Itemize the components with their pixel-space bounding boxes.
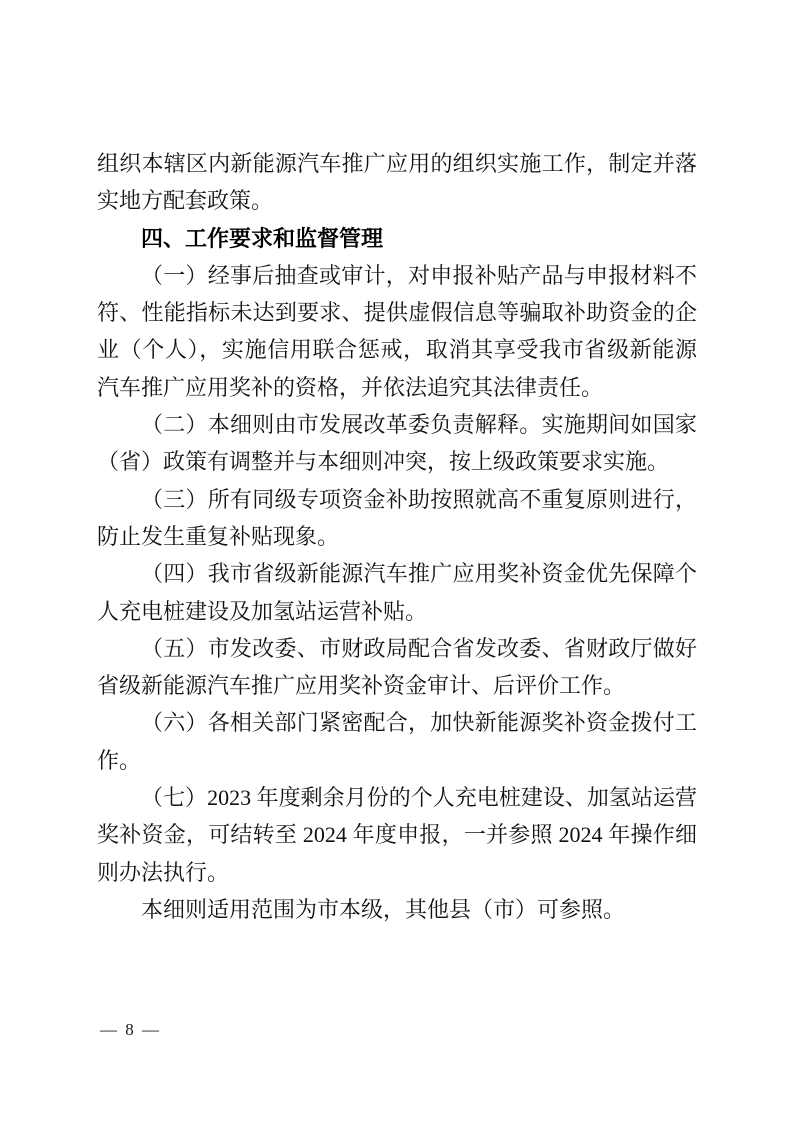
text-line: 组织本辖区内新能源汽车推广应用的组织实施工作，制定并落 (97, 151, 697, 176)
text-line: 作。 (97, 747, 142, 773)
text-line: 人充电桩建设及加氢站运营补贴。 (97, 598, 428, 624)
text-line: （六）各相关部门紧密配合，加快新能源奖补资金拨付工 (141, 710, 697, 736)
text-line: 实地方配套政策。 (97, 188, 274, 214)
section-heading: 四、工作要求和监督管理 (141, 225, 384, 251)
text-line: 业（个人），实施信用联合惩戒，取消其享受我市省级新能源 (97, 337, 697, 363)
text-line: （二）本细则由市发展改革委负责解释。实施期间如国家 (141, 412, 697, 438)
text-line: （四）我市省级新能源汽车推广应用奖补资金优先保障个 (141, 561, 697, 587)
text-line: 符、性能指标未达到要求、提供虚假信息等骗取补助资金的企 (97, 300, 697, 326)
text-line: 汽车推广应用奖补的资格，并依法追究其法律责任。 (97, 374, 604, 400)
document-body (97, 145, 697, 928)
text-line: 则办法执行。 (97, 859, 230, 885)
text-line: （三）所有同级专项资金补助按照就高不重复原则进行， (141, 486, 697, 512)
text-line: 本细则适用范围为市本级，其他县（市）可参照。 (141, 896, 626, 922)
text-line: （一）经事后抽查或审计，对申报补贴产品与申报材料不 (141, 262, 697, 288)
text-line: （七）2023 年度剩余月份的个人充电桩建设、加氢站运营 (141, 785, 697, 811)
text-line: 防止发生重复补贴现象。 (97, 523, 340, 549)
text-line: 奖补资金，可结转至 2024 年度申报，一并参照 2024 年操作细 (97, 822, 697, 848)
page-number: — 8 — (100, 1020, 161, 1039)
text-line: （五）市发改委、市财政局配合省发改委、省财政厅做好 (141, 635, 697, 661)
text-line: （省）政策有调整并与本细则冲突，按上级政策要求实施。 (97, 449, 670, 475)
text-line: 省级新能源汽车推广应用奖补资金审计、后评价工作。 (97, 673, 626, 699)
